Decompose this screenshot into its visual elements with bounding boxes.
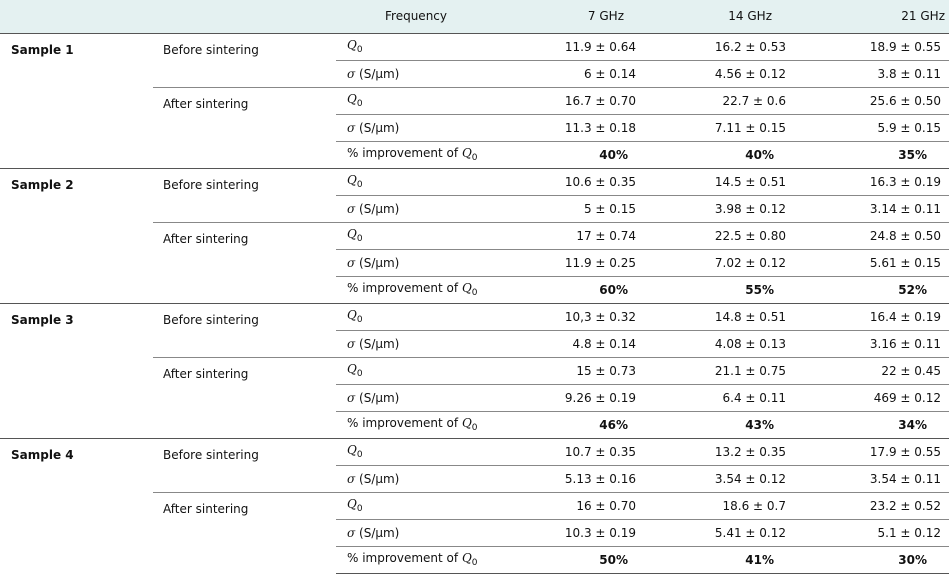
improvement-text: % improvement of bbox=[347, 416, 462, 430]
value-cell: 24.8 ± 0.50 bbox=[798, 222, 949, 249]
value-cell: 43% bbox=[648, 411, 798, 438]
param-sigma bbox=[336, 330, 498, 357]
sigma-symbol: σ bbox=[347, 525, 356, 540]
sigma-unit: (S/μm) bbox=[355, 66, 400, 81]
param-q0 bbox=[336, 87, 498, 114]
q-subscript: 0 bbox=[471, 558, 478, 568]
header-blank bbox=[0, 0, 153, 33]
q-subscript: 0 bbox=[356, 99, 363, 109]
sigma-unit: (S/μm) bbox=[355, 336, 400, 351]
param-sigma bbox=[336, 195, 498, 222]
q-subscript: 0 bbox=[356, 45, 363, 55]
param-improvement bbox=[336, 141, 498, 168]
value-cell: 52% bbox=[798, 276, 949, 303]
table-body bbox=[0, 33, 949, 573]
q-symbol: Q bbox=[347, 497, 357, 511]
q-subscript: 0 bbox=[356, 234, 363, 244]
value-cell: 22.7 ± 0.6 bbox=[648, 87, 798, 114]
condition-before: Before sintering bbox=[153, 303, 336, 357]
sigma-symbol: σ bbox=[347, 336, 356, 351]
value-cell: 15 ± 0.73 bbox=[498, 357, 648, 384]
value-cell: 16.3 ± 0.19 bbox=[798, 168, 949, 195]
value-cell: 46% bbox=[498, 411, 648, 438]
condition-after: After sintering bbox=[153, 222, 336, 303]
value-cell: 6 ± 0.14 bbox=[498, 60, 648, 87]
value-cell: 23.2 ± 0.52 bbox=[798, 492, 949, 519]
table-row bbox=[0, 168, 949, 195]
param-q0 bbox=[336, 168, 498, 195]
q-subscript: 0 bbox=[356, 504, 363, 514]
value-cell: 3.54 ± 0.11 bbox=[798, 465, 949, 492]
q-symbol: Q bbox=[347, 308, 357, 322]
q-symbol: Q bbox=[347, 362, 357, 376]
value-cell: 22.5 ± 0.80 bbox=[648, 222, 798, 249]
value-cell: 40% bbox=[498, 141, 648, 168]
value-cell: 22 ± 0.45 bbox=[798, 357, 949, 384]
condition-after: After sintering bbox=[153, 87, 336, 168]
param-q0 bbox=[336, 33, 498, 60]
value-cell: 9.26 ± 0.19 bbox=[498, 384, 648, 411]
value-cell: 18.9 ± 0.55 bbox=[798, 33, 949, 60]
value-cell: 5.61 ± 0.15 bbox=[798, 249, 949, 276]
value-cell: 18.6 ± 0.7 bbox=[648, 492, 798, 519]
q-symbol: Q bbox=[347, 227, 357, 241]
value-cell: 14.5 ± 0.51 bbox=[648, 168, 798, 195]
param-sigma bbox=[336, 465, 498, 492]
q-subscript: 0 bbox=[356, 180, 363, 190]
value-cell: 4.08 ± 0.13 bbox=[648, 330, 798, 357]
param-improvement bbox=[336, 411, 498, 438]
sigma-unit: (S/μm) bbox=[355, 120, 400, 135]
param-sigma bbox=[336, 60, 498, 87]
value-cell: 3.14 ± 0.11 bbox=[798, 195, 949, 222]
sample-name: Sample 1 bbox=[0, 33, 153, 168]
param-q0 bbox=[336, 303, 498, 330]
frequency-header: Frequency bbox=[336, 0, 498, 33]
value-cell: 40% bbox=[648, 141, 798, 168]
condition-before: Before sintering bbox=[153, 168, 336, 222]
value-cell: 10,3 ± 0.32 bbox=[498, 303, 648, 330]
value-cell: 16.4 ± 0.19 bbox=[798, 303, 949, 330]
header-blank bbox=[153, 0, 336, 33]
value-cell: 3.8 ± 0.11 bbox=[798, 60, 949, 87]
value-cell: 3.98 ± 0.12 bbox=[648, 195, 798, 222]
q-symbol: Q bbox=[461, 146, 472, 160]
value-cell: 10.3 ± 0.19 bbox=[498, 519, 648, 546]
value-cell: 5 ± 0.15 bbox=[498, 195, 648, 222]
param-q0 bbox=[336, 492, 498, 519]
param-sigma bbox=[336, 384, 498, 411]
sample-name: Sample 4 bbox=[0, 438, 153, 573]
value-cell: 35% bbox=[798, 141, 949, 168]
value-cell: 469 ± 0.12 bbox=[798, 384, 949, 411]
q-symbol: Q bbox=[461, 551, 472, 565]
value-cell: 50% bbox=[498, 546, 648, 573]
freq-header-14ghz: 14 GHz bbox=[648, 0, 798, 33]
value-cell: 3.16 ± 0.11 bbox=[798, 330, 949, 357]
freq-header-7ghz: 7 GHz bbox=[498, 0, 648, 33]
sigma-unit: (S/μm) bbox=[355, 390, 400, 405]
table-row bbox=[0, 33, 949, 60]
param-q0 bbox=[336, 222, 498, 249]
sigma-symbol: σ bbox=[347, 471, 356, 486]
value-cell: 21.1 ± 0.75 bbox=[648, 357, 798, 384]
value-cell: 13.2 ± 0.35 bbox=[648, 438, 798, 465]
value-cell: 11.3 ± 0.18 bbox=[498, 114, 648, 141]
condition-after: After sintering bbox=[153, 492, 336, 573]
sample-name: Sample 2 bbox=[0, 168, 153, 303]
value-cell: 60% bbox=[498, 276, 648, 303]
value-cell: 17.9 ± 0.55 bbox=[798, 438, 949, 465]
sigma-unit: (S/μm) bbox=[355, 471, 400, 486]
value-cell: 34% bbox=[798, 411, 949, 438]
value-cell: 14.8 ± 0.51 bbox=[648, 303, 798, 330]
value-cell: 3.54 ± 0.12 bbox=[648, 465, 798, 492]
q-symbol: Q bbox=[347, 38, 357, 52]
sigma-symbol: σ bbox=[347, 255, 356, 270]
value-cell: 4.8 ± 0.14 bbox=[498, 330, 648, 357]
q-subscript: 0 bbox=[356, 369, 363, 379]
sigma-unit: (S/μm) bbox=[355, 525, 400, 540]
value-cell: 17 ± 0.74 bbox=[498, 222, 648, 249]
improvement-text: % improvement of bbox=[347, 281, 462, 295]
value-cell: 16.7 ± 0.70 bbox=[498, 87, 648, 114]
value-cell: 5.41 ± 0.12 bbox=[648, 519, 798, 546]
sigma-symbol: σ bbox=[347, 66, 356, 81]
freq-header-21ghz: 21 GHz bbox=[798, 0, 949, 33]
param-sigma bbox=[336, 249, 498, 276]
q-symbol: Q bbox=[347, 92, 357, 106]
value-cell: 55% bbox=[648, 276, 798, 303]
q-symbol: Q bbox=[461, 416, 472, 430]
header-row bbox=[0, 0, 949, 33]
sigma-symbol: σ bbox=[347, 120, 356, 135]
sigma-unit: (S/μm) bbox=[355, 255, 400, 270]
value-cell: 5.13 ± 0.16 bbox=[498, 465, 648, 492]
value-cell: 30% bbox=[798, 546, 949, 573]
value-cell: 41% bbox=[648, 546, 798, 573]
value-cell: 25.6 ± 0.50 bbox=[798, 87, 949, 114]
value-cell: 10.7 ± 0.35 bbox=[498, 438, 648, 465]
value-cell: 6.4 ± 0.11 bbox=[648, 384, 798, 411]
q-subscript: 0 bbox=[471, 288, 478, 298]
value-cell: 16.2 ± 0.53 bbox=[648, 33, 798, 60]
q-symbol: Q bbox=[461, 281, 472, 295]
param-improvement bbox=[336, 276, 498, 303]
param-q0 bbox=[336, 438, 498, 465]
value-cell: 5.9 ± 0.15 bbox=[798, 114, 949, 141]
condition-before: Before sintering bbox=[153, 33, 336, 87]
sigma-unit: (S/μm) bbox=[355, 201, 400, 216]
q-subscript: 0 bbox=[471, 153, 478, 163]
value-cell: 4.56 ± 0.12 bbox=[648, 60, 798, 87]
value-cell: 7.11 ± 0.15 bbox=[648, 114, 798, 141]
table-row bbox=[0, 438, 949, 465]
improvement-text: % improvement of bbox=[347, 146, 462, 160]
param-q0 bbox=[336, 357, 498, 384]
param-sigma bbox=[336, 114, 498, 141]
value-cell: 5.1 ± 0.12 bbox=[798, 519, 949, 546]
param-sigma bbox=[336, 519, 498, 546]
value-cell: 11.9 ± 0.25 bbox=[498, 249, 648, 276]
value-cell: 10.6 ± 0.35 bbox=[498, 168, 648, 195]
sigma-symbol: σ bbox=[347, 201, 356, 216]
q-subscript: 0 bbox=[471, 423, 478, 433]
param-improvement bbox=[336, 546, 498, 573]
condition-after: After sintering bbox=[153, 357, 336, 438]
q-subscript: 0 bbox=[356, 315, 363, 325]
improvement-text: % improvement of bbox=[347, 551, 462, 565]
value-cell: 7.02 ± 0.12 bbox=[648, 249, 798, 276]
sigma-symbol: σ bbox=[347, 390, 356, 405]
q-subscript: 0 bbox=[356, 450, 363, 460]
q-symbol: Q bbox=[347, 173, 357, 187]
condition-before: Before sintering bbox=[153, 438, 336, 492]
value-cell: 11.9 ± 0.64 bbox=[498, 33, 648, 60]
value-cell: 16 ± 0.70 bbox=[498, 492, 648, 519]
sample-name: Sample 3 bbox=[0, 303, 153, 438]
table-row bbox=[0, 303, 949, 330]
q-symbol: Q bbox=[347, 443, 357, 457]
